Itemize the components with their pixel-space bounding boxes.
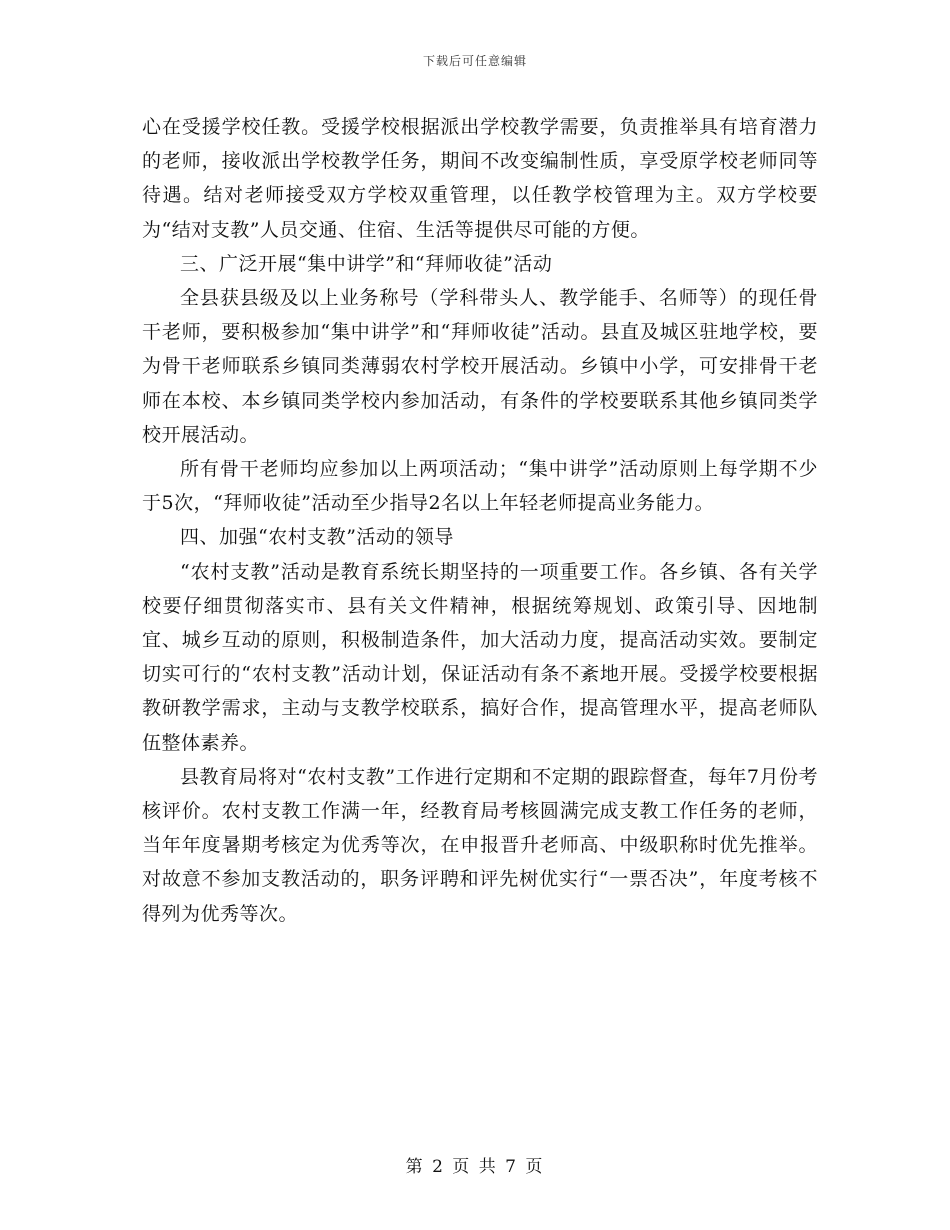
section-heading-3: 三、广泛开展“集中讲学”和“拜师收徒”活动 <box>180 252 553 275</box>
paragraph: 所有骨干老师均应参加以上两项活动；“集中讲学”活动原则上每学期不少于5次，“拜师收徒”活动至少指导2名以上年轻老师提高业务能力。 <box>142 458 818 515</box>
paragraph: “农村支教”活动是教育系统长期坚持的一项重要工作。各乡镇、各有关学校要仔细贯彻落实市、县有关文件精神，根据统筹规划、政策引导、因地制宜、城乡互动的原则，积极制造条件，加大活动力度，提高活动实效。要制定切实可行的“农村支教”活动计划，保证活动有条不紊地开展。受援学校要根据教研教学需求，主动与支教学校联系，搞好合作，提高管理水平，提高老师队伍整体素养。 <box>142 560 818 754</box>
section-heading-4: 四、加强“农村支教”活动的领导 <box>180 526 454 549</box>
paragraph-continued: 心在受援学校任教。受援学校根据派出学校教学需要，负责推举具有培育潜力的老师，接收派出学校教学任务，期间不改变编制性质，享受原学校老师同等待遇。结对老师接受双方学校双重管理，以任教学校管理为主。双方学校要为“结对支教”人员交通、住宿、生活等提供尽可能的方便。 <box>142 116 818 241</box>
paragraph: 全县获县级及以上业务称号（学科带头人、教学能手、名师等）的现任骨干老师，要积极参加“集中讲学”和“拜师收徒”活动。县直及城区驻地学校，要为骨干老师联系乡镇同类薄弱农村学校开展活动。乡镇中小学，可安排骨干老师在本校、本乡镇同类学校内参加活动，有条件的学校要联系其他乡镇同类学校开展活动。 <box>142 287 818 446</box>
page-number: 第 2 页 共 7 页 <box>405 1157 545 1177</box>
document-body <box>142 110 818 931</box>
page-header: 下载后可任意编辑 <box>422 54 527 68</box>
paragraph: 县教育局将对“农村支教”工作进行定期和不定期的跟踪督查，每年7月份考核评价。农村支教工作满一年，经教育局考核圆满完成支教工作任务的老师，当年年度暑期考核定为优秀等次，在申报晋升老师高、中级职称时优先推举。对故意不参加支教活动的，职务评聘和评先树优实行“一票否决”，年度考核不得列为优秀等次。 <box>142 765 818 925</box>
